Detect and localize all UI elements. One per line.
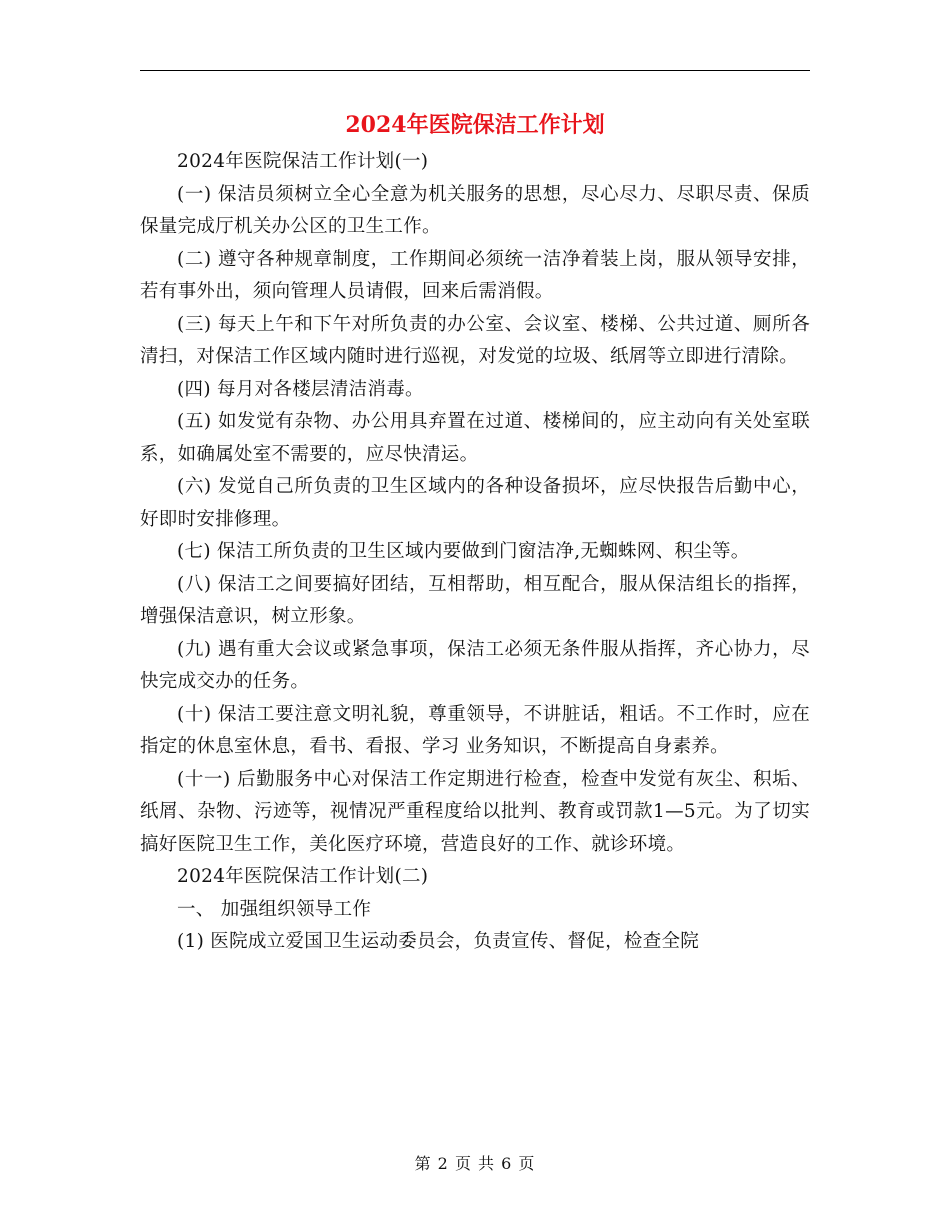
paragraph: (七) 保洁工所负责的卫生区域内要做到门窗洁净,无蜘蛛网、积尘等。 xyxy=(177,541,750,562)
paragraph: (八) 保洁工之间要搞好团结，互相帮助，相互配合，服从保洁组长的指挥，增强保洁意识，树立形象。 xyxy=(140,573,810,627)
paragraph: (六) 发觉自己所负责的卫生区域内的各种设备损坏，应尽快报告后勤中心，好即时安排修理。 xyxy=(140,476,810,530)
paragraph: (十) 保洁工要注意文明礼貌，尊重领导，不讲脏话，粗话。不工作时，应在指定的休息室休息，看书、看报、学习 业务知识，不断提高自身素养。 xyxy=(140,703,810,757)
paragraph: (三) 每天上午和下午对所负责的办公室、会议室、楼梯、公共过道、厕所各清扫，对保洁工作区域内随时进行巡视，对发觉的垃圾、纸屑等立即进行清除。 xyxy=(140,313,810,367)
paragraph: (九) 遇有重大会议或紧急事项，保洁工必须无条件服从指挥，齐心协力，尽快完成交办的任务。 xyxy=(140,638,810,692)
paragraph: (二) 遵守各种规章制度，工作期间必须统一洁净着装上岗，服从领导安排，若有事外出，须向管理人员请假，回来后需消假。 xyxy=(140,248,810,302)
document-title: 2024年医院保洁工作计划 xyxy=(345,112,605,138)
header-rule xyxy=(140,70,810,71)
subsection-heading: 一、 加强组织领导工作 xyxy=(177,898,372,920)
paragraph: (五) 如发觉有杂物、办公用具弃置在过道、楼梯间的，应主动向有关处室联系，如确属处室不需要的，应尽快清运。 xyxy=(140,411,810,465)
section-heading: 2024年医院保洁工作计划(二) xyxy=(177,866,429,887)
paragraph: (一) 保洁员须树立全心全意为机关服务的思想，尽心尽力、尽职尽责、保质保量完成厅机关办公区的卫生工作。 xyxy=(140,183,810,237)
paragraph: (四) 每月对各楼层清洁消毒。 xyxy=(177,378,424,400)
page-number: 第 2 页 共 6 页 xyxy=(414,1154,536,1173)
paragraph: (十一) 后勤服务中心对保洁工作定期进行检查，检查中发觉有灰尘、积垢、纸屑、杂物、污迹等，视情况严重程度给以批判、教育或罚款1—5元。为了切实搞好医院卫生工作，美化医疗环境，营造良好的工作、就诊环境。 xyxy=(140,768,810,855)
section-heading: 2024年医院保洁工作计划(一) xyxy=(177,151,429,172)
document-body xyxy=(140,146,810,959)
paragraph: (1) 医院成立爱国卫生运动委员会，负责宣传、督促，检查全院 xyxy=(177,931,700,952)
